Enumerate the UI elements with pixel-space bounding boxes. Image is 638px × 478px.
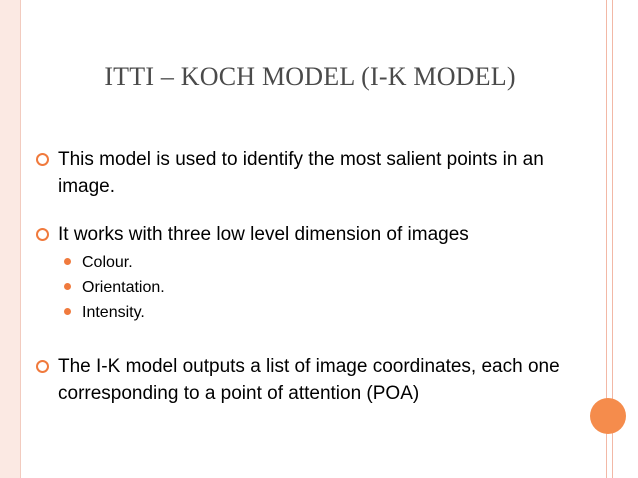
bullet-text: This model is used to identify the most salient points in an image. <box>58 149 544 197</box>
sub-bullet-dot-icon <box>64 308 71 315</box>
sub-bullet-dot-icon <box>64 283 71 290</box>
bullet-ring-icon <box>36 360 49 373</box>
slide-title: ITTI – KOCH MODEL (I-K MODEL) <box>104 62 516 91</box>
sub-bullet-item <box>36 300 586 325</box>
bullet-ring-icon <box>36 153 49 166</box>
bullet-ring-icon <box>36 228 49 241</box>
bullet-item <box>36 221 586 248</box>
slide-content <box>36 146 586 407</box>
left-margin-stripe <box>0 0 20 478</box>
sub-bullet-text: Orientation. <box>82 279 165 296</box>
sub-bullet-item <box>36 250 586 275</box>
bullet-text: It works with three low level dimension of images <box>58 224 469 245</box>
bullet-item <box>36 146 586 200</box>
sub-bullet-item <box>36 275 586 300</box>
sub-bullet-text: Intensity. <box>82 304 145 321</box>
sub-bullet-text: Colour. <box>82 254 133 271</box>
bullet-item <box>36 353 586 407</box>
sub-bullet-dot-icon <box>64 258 71 265</box>
bullet-text: The I-K model outputs a list of image coordinates, each one corresponding to a point of attention (POA) <box>58 356 560 404</box>
decorative-circle <box>590 398 626 434</box>
left-margin-line <box>20 0 21 478</box>
